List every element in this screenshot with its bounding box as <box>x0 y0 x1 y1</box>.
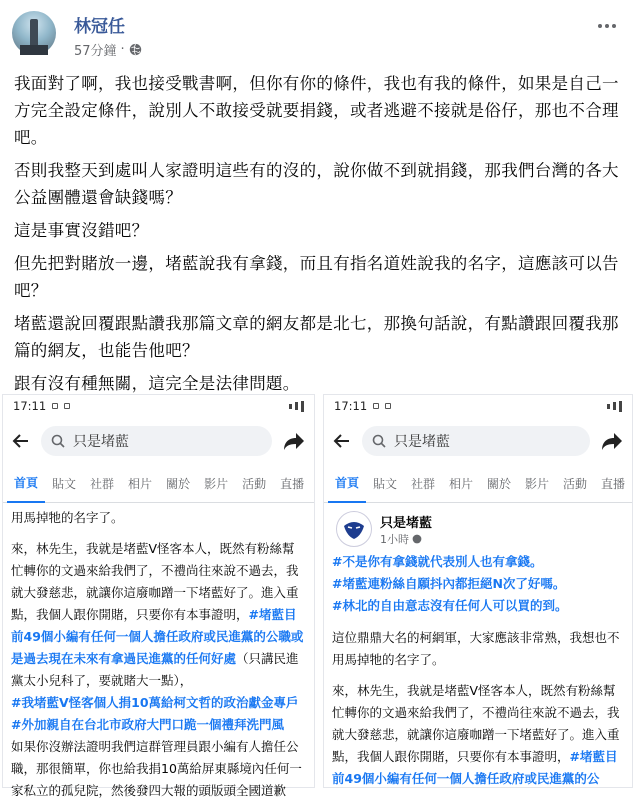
hashtag[interactable]: #堵藍連粉絲自願抖內都拒絕N次了好嗎。 <box>332 576 566 591</box>
post-paragraph: 跟有沒有種無關，這完全是法律問題。 <box>14 374 300 393</box>
status-time: 17:11 <box>334 399 368 413</box>
page-avatar[interactable] <box>336 511 372 547</box>
tab-events[interactable]: 活動 <box>563 477 588 491</box>
globe-icon <box>412 534 422 544</box>
search-text: 只是堵藍 <box>73 434 129 450</box>
hashtag[interactable]: #林北的自由意志沒有任何人可以買的到。 <box>332 598 568 613</box>
nav-row <box>3 423 314 459</box>
screenshot-left-text <box>3 503 314 802</box>
hashtag[interactable]: #我堵藍V怪客個人捐10萬給柯文哲的政治獻金專戶 <box>11 695 299 710</box>
share-button[interactable] <box>598 427 626 455</box>
post-paragraph: 但先把對賭放一邊，堵藍說我有拿錢，而且有指名道姓說我的名字，這應該可以告吧？ <box>14 254 619 300</box>
hashtag[interactable]: #堵藍目前49個小編有任何一個人擔任政府或民進黨的公 <box>332 749 618 786</box>
search-input[interactable] <box>362 426 590 456</box>
back-button[interactable] <box>330 429 354 453</box>
status-bar <box>324 395 632 417</box>
page-name[interactable]: 只是堵藍 <box>380 515 433 531</box>
tab-community[interactable]: 社群 <box>411 477 436 491</box>
search-input[interactable] <box>41 426 272 456</box>
ellipsis-icon <box>597 23 617 29</box>
page-post-time[interactable]: 1小時 <box>380 532 409 546</box>
tab-community[interactable]: 社群 <box>90 477 115 491</box>
screenshot-right-text <box>324 551 632 790</box>
post-meta <box>74 40 142 59</box>
page-post-meta <box>380 531 432 547</box>
message-icon <box>64 403 70 409</box>
post-header <box>0 0 633 66</box>
back-button[interactable] <box>9 429 33 453</box>
tab-posts[interactable]: 貼文 <box>52 477 77 491</box>
text-line: 來，林先生，我就是堵藍V怪客本人，既然有粉絲幫忙轉你的文過來給我們了，不禮尚往來說不過去，我就大發慈悲，就讓你這廢咖蹭一下堵藍好了。進入重點，我個人跟你開賭，只要你有本事證明， <box>11 541 299 622</box>
page-tabs <box>3 465 314 503</box>
status-icons <box>289 401 304 412</box>
tab-photos[interactable]: 相片 <box>449 477 474 491</box>
text-line: 如果你沒辦法證明我們這群管理員跟小編有人擔任公職，那很簡單，你也給我捐10萬給屏東縣境內任何一家私立的孤兒院，然後發四大報的頭版頭全國道歉 <box>11 739 302 798</box>
message-icon <box>385 403 391 409</box>
tab-videos[interactable]: 影片 <box>525 477 550 491</box>
meta-separator: · <box>120 42 125 57</box>
hashtag[interactable]: #不是你有拿錢就代表別人也有拿錢。 <box>332 554 543 569</box>
hashtag[interactable]: #堵藍目前49個小編有任何一個人擔任政府或民進黨的公職或是過去現在未來有拿過民進黨的任何好處 <box>11 607 304 666</box>
search-text: 只是堵藍 <box>394 434 450 450</box>
tab-home[interactable]: 首頁 <box>7 465 45 503</box>
text-paragraph <box>11 538 306 802</box>
tab-photos[interactable]: 相片 <box>128 477 153 491</box>
text-line: 用馬掉牠的名字了。 <box>11 510 124 525</box>
tab-home[interactable]: 首頁 <box>328 465 366 503</box>
text-paragraph <box>332 680 624 790</box>
page-tabs <box>324 465 632 503</box>
text-line: （只講民進黨太小兒科了，要就賭大一點）， <box>11 651 299 688</box>
nav-row <box>324 423 632 459</box>
text-paragraph: 這位鼎鼎大名的柯網軍，大家應該非常熟，我想也不用馬掉牠的名字了。 <box>332 630 620 667</box>
author-name[interactable]: 林冠任 <box>74 17 125 37</box>
status-time: 17:11 <box>13 399 47 413</box>
arrow-left-icon <box>333 432 351 450</box>
tab-live[interactable]: 直播 <box>601 477 626 491</box>
search-icon <box>51 434 65 448</box>
screenshot-right[interactable] <box>323 394 633 788</box>
notification-icon <box>52 403 58 409</box>
share-icon <box>283 431 305 451</box>
hashtag[interactable]: #外加親自在台北市政府大門口跪一個禮拜洗門風 <box>11 717 284 732</box>
avatar[interactable] <box>12 11 56 55</box>
post-time[interactable]: 57分鐘 <box>74 44 117 59</box>
status-bar <box>3 395 314 417</box>
screenshot-left[interactable] <box>2 394 315 798</box>
tab-about[interactable]: 關於 <box>487 477 512 491</box>
tab-videos[interactable]: 影片 <box>204 477 229 491</box>
share-button[interactable] <box>280 427 308 455</box>
post-body <box>14 70 624 403</box>
tab-events[interactable]: 活動 <box>242 477 267 491</box>
text-line: 來，林先生，我就是堵藍V怪客本人，既然有粉絲幫忙轉你的文過來給我們了，不禮尚往來說不過去，我就大發慈悲，就讓你這廢咖蹭一下堵藍好了。進入重點，我個人跟你開賭，只要你有本事證明， <box>332 683 620 764</box>
search-icon <box>372 434 386 448</box>
tab-posts[interactable]: 貼文 <box>373 477 398 491</box>
mask-logo-icon <box>341 516 367 542</box>
post-paragraph: 我面對了啊，我也接受戰書啊，但你有你的條件，我也有我的條件，如果是自己一方完全設定條件，說別人不敢接受就要捐錢，或者逃避不接就是俗仔，那也不合理吧。 <box>14 74 619 147</box>
arrow-left-icon <box>12 432 30 450</box>
globe-icon <box>129 43 142 56</box>
share-icon <box>601 431 623 451</box>
post-paragraph: 堵藍還說回覆跟點讚我那篇文章的網友都是北七，那換句話說，有點讚跟回覆我那篇的網友，也能告他吧？ <box>14 314 619 360</box>
post-paragraph: 這是事實沒錯吧？ <box>14 221 149 240</box>
page-post-header <box>324 503 632 551</box>
tab-about[interactable]: 關於 <box>166 477 191 491</box>
tab-live[interactable]: 直播 <box>280 477 305 491</box>
post-paragraph: 否則我整天到處叫人家證明這些有的沒的，說你做不到就捐錢，那我們台灣的各大公益團體還會缺錢嗎？ <box>14 161 619 207</box>
notification-icon <box>373 403 379 409</box>
status-icons <box>607 401 622 412</box>
more-options-button[interactable] <box>591 10 623 42</box>
